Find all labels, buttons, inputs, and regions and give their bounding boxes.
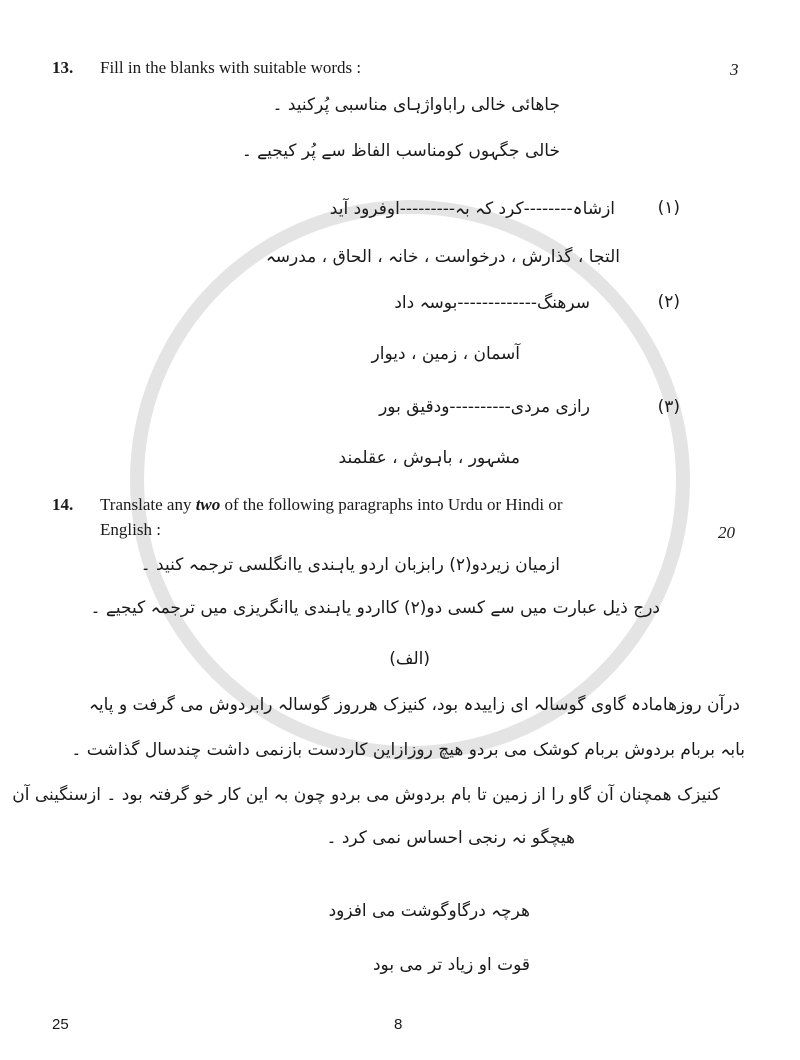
item-3-label: (۳) bbox=[657, 397, 680, 417]
question-13-title: Fill in the blanks with suitable words : bbox=[100, 58, 362, 77]
item-2-options: آسمان ، زمین ، دیوار bbox=[371, 344, 520, 364]
item-3-options: مشہور ، باہوش ، عقلمند bbox=[338, 448, 520, 468]
verse-line: قوت او زیاد تر می بود bbox=[372, 955, 530, 975]
question-13-marks: 3 bbox=[730, 60, 739, 79]
question-14-marks: 20 bbox=[718, 523, 735, 542]
paragraph-line: بابہ بربام بردوش بربام کوشک می بردو ھیچ روزازاین کاردست بازنمی داشت چندسال گذاشت ۔ bbox=[71, 740, 745, 760]
question-13-number: 13. bbox=[52, 58, 74, 77]
item-2-sentence: سرھنگ-------------بوسہ داد bbox=[394, 293, 590, 313]
paper-code: 25 bbox=[52, 1016, 69, 1033]
item-1-options: التجا ، گذارش ، درخواست ، خانہ ، الحاق ، مدرسہ bbox=[265, 247, 620, 267]
watermark-circle bbox=[130, 200, 690, 760]
q14-instruction-urdu: درج ذیل عبارت میں سے کسی دو(۲) کااردو یاہندی یاانگریزی میں ترجمہ کیجیے ۔ bbox=[90, 598, 660, 618]
paragraph-line: ھیچگو نہ رنجی احساس نمی کرد ۔ bbox=[326, 828, 575, 848]
title-text: Translate any bbox=[100, 495, 196, 514]
title-emphasis: two bbox=[195, 495, 221, 514]
question-14-title bbox=[100, 495, 563, 515]
verse-line: ھرچہ درگاوگوشت می افزود bbox=[328, 901, 530, 921]
q14-instruction-persian: ازمیان زیردو(۲) رابزبان اردو یاہندی یاانگلسی ترجمہ کنید ۔ bbox=[140, 555, 560, 575]
item-3-sentence: رازی مردی----------ودقیق بور bbox=[379, 397, 590, 417]
title-text: of the following paragraphs into Urdu or Hindi or bbox=[220, 495, 563, 514]
question-14-number: 14. bbox=[52, 495, 74, 514]
item-2-label: (۲) bbox=[657, 292, 680, 312]
q13-instruction-persian: جاھائی خالی راباواژہای مناسبی پُرکنید ۔ bbox=[272, 95, 560, 115]
page-number: 8 bbox=[394, 1016, 403, 1033]
section-label: (الف) bbox=[389, 649, 430, 669]
q13-instruction-urdu: خالی جگہوں کومناسب الفاظ سے پُر کیجیے ۔ bbox=[241, 141, 560, 161]
question-14-title-line2: English : bbox=[100, 520, 161, 539]
item-1-sentence: ازشاہ--------کرد کہ بہ---------اوفرود آید bbox=[329, 199, 615, 219]
paragraph-line: کنیزک ھمچنان آن گاو را از زمین تا بام بردوش می بردو چون بہ این کار خو گرفتہ بود ۔ ازسنگینی آن bbox=[12, 785, 720, 805]
item-1-label: (۱) bbox=[657, 198, 680, 218]
paragraph-line: درآن روزھامادہ گاوی گوسالہ ای زاییدہ بود، کنیزک ھرروز گوسالہ رابردوش می گرفت و پایہ bbox=[88, 695, 740, 715]
